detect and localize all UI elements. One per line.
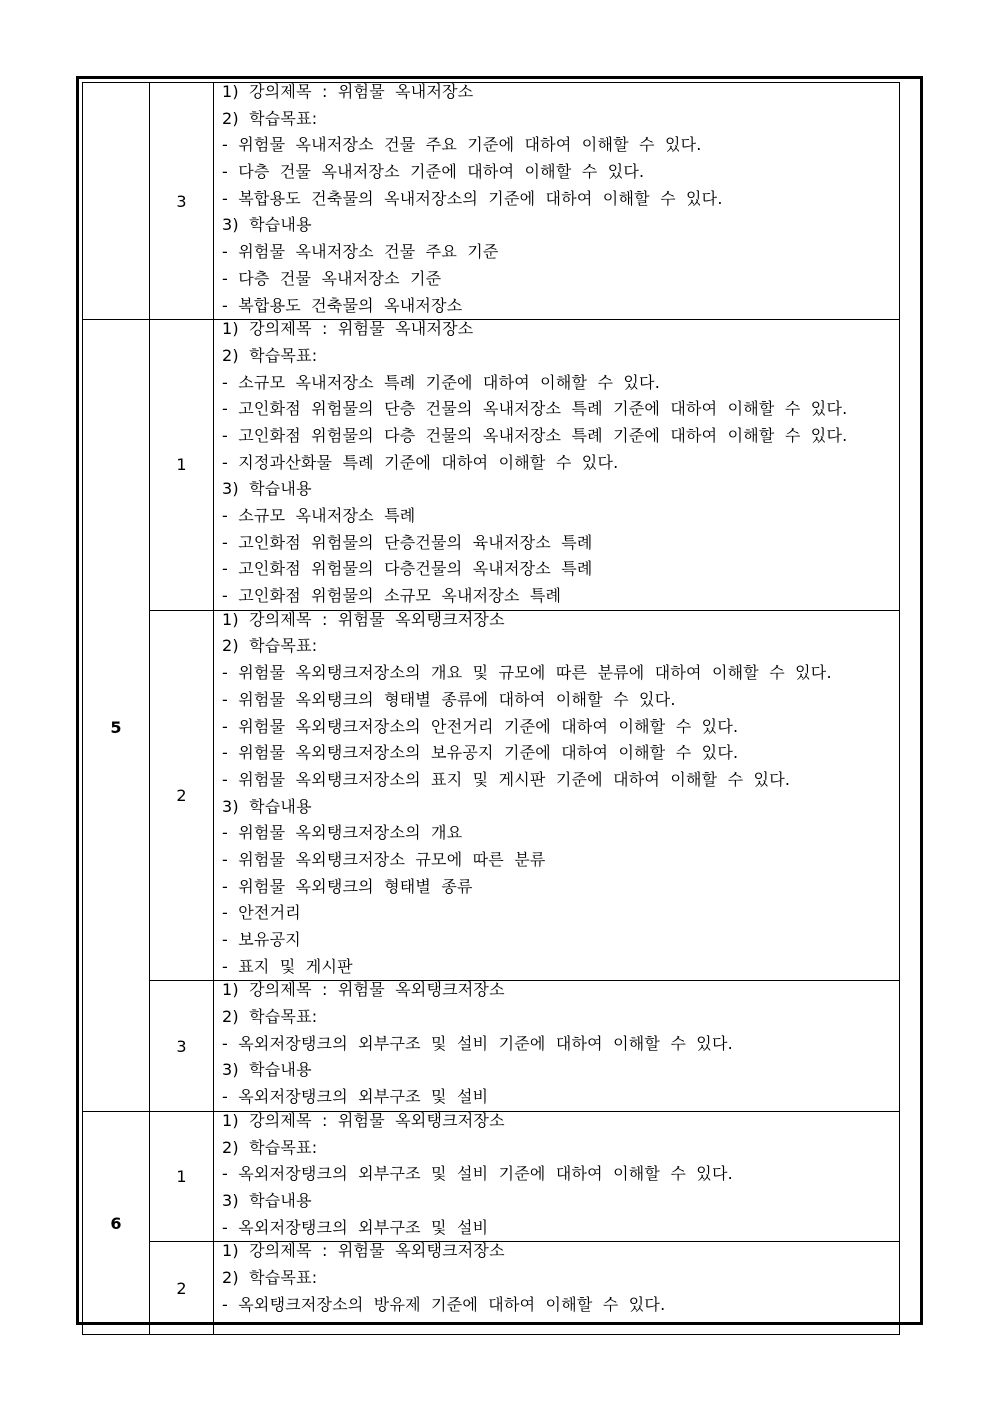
session-cell: 1	[150, 1111, 214, 1241]
content-cell	[214, 320, 900, 611]
content-line: - 위험물 옥외탱크저장소의 개요	[222, 823, 463, 843]
content-line: 3) 학습내용	[222, 1060, 312, 1080]
content-line: 3) 학습내용	[222, 1190, 312, 1210]
content-line: - 옥외저장탱크의 외부구조 및 설비	[222, 1087, 489, 1107]
content-line: - 소규모 옥내저장소 특례	[222, 506, 416, 525]
content-line: - 위험물 옥내저장소 건물 주요 기준	[222, 242, 499, 262]
content-line: - 지정과산화물 특례 기준에 대하여 이해할 수 있다.	[222, 452, 619, 472]
content-line: 2) 학습목표:	[222, 1267, 318, 1287]
content-line: 2) 학습목표:	[222, 345, 318, 365]
content-line: 3) 학습내용	[222, 796, 312, 816]
content-line: 2) 학습목표:	[222, 1007, 318, 1027]
content-line: - 위험물 옥외탱크의 형태별 종류에 대하여 이해할 수 있다.	[222, 689, 676, 709]
content-line: - 위험물 옥외탱크저장소 규모에 따른 분류	[222, 849, 546, 869]
content-line: - 위험물 옥외탱크의 형태별 종류	[222, 876, 473, 896]
content-line: - 소규모 옥내저장소 특례 기준에 대하여 이해할 수 있다.	[222, 372, 660, 392]
content-line: - 옥외탱크저장소의 방유제 기준에 대하여 이해할 수 있다.	[222, 1294, 666, 1314]
content-line: 2) 학습목표:	[222, 108, 318, 128]
table-row	[83, 610, 900, 981]
content-line: - 복합용도 건축물의 옥내저장소의 기준에 대하여 이해할 수 있다.	[222, 188, 723, 208]
content-cell	[214, 1242, 900, 1335]
content-line: - 위험물 옥외탱크저장소의 표지 및 게시판 기준에 대하여 이해할 수 있다.	[222, 769, 791, 789]
table-row	[83, 83, 900, 320]
content-line: - 위험물 옥내저장소 건물 주요 기준에 대하여 이해할 수 있다.	[222, 135, 702, 155]
syllabus-table	[82, 82, 900, 1335]
content-line: - 옥외저장탱크의 외부구조 및 설비 기준에 대하여 이해할 수 있다.	[222, 1033, 733, 1053]
content-line: - 고인화점 위험물의 다층 건물의 옥내저장소 특례 기준에 대하여 이해할 수 있다.	[222, 425, 848, 445]
content-line: 1) 강의제목 : 위험물 옥외탱크저장소	[222, 1110, 505, 1130]
content-line: 3) 학습내용	[222, 479, 312, 499]
content-line: 1) 강의제목 : 위험물 옥외탱크저장소	[222, 1241, 505, 1261]
page-frame	[76, 76, 923, 1325]
content-line: 1) 강의제목 : 위험물 옥내저장소	[222, 82, 474, 101]
content-cell	[214, 83, 900, 320]
content-line: 1) 강의제목 : 위험물 옥내저장소	[222, 319, 474, 339]
table-row	[83, 981, 900, 1111]
content-line: 2) 학습목표:	[222, 636, 318, 656]
content-cell	[214, 610, 900, 981]
content-line: 1) 강의제목 : 위험물 옥외탱크저장소	[222, 980, 505, 1000]
content-cell	[214, 981, 900, 1111]
content-line: 2) 학습목표:	[222, 1137, 318, 1157]
content-line: - 고인화점 위험물의 단층 건물의 옥내저장소 특례 기준에 대하여 이해할 수 있다.	[222, 399, 848, 419]
week-cell: 6	[83, 1111, 150, 1334]
content-line: - 위험물 옥외탱크저장소의 안전거리 기준에 대하여 이해할 수 있다.	[222, 716, 739, 736]
content-line: - 고인화점 위험물의 단층건물의 육내저장소 특례	[222, 532, 593, 552]
week-cell: 5	[83, 320, 150, 1112]
content-line: - 고인화점 위험물의 소규모 옥내저장소 특례	[222, 586, 562, 606]
session-cell: 2	[150, 610, 214, 981]
content-line: - 표지 및 게시판	[222, 956, 353, 976]
content-line: - 안전거리	[222, 903, 301, 923]
session-cell: 1	[150, 320, 214, 611]
content-line: - 옥외저장탱크의 외부구조 및 설비 기준에 대하여 이해할 수 있다.	[222, 1164, 733, 1184]
content-line: 1) 강의제목 : 위험물 옥외탱크저장소	[222, 609, 505, 629]
content-line: 3) 학습내용	[222, 215, 312, 235]
content-line: - 복합용도 건축물의 옥내저장소	[222, 295, 463, 315]
content-line: - 위험물 옥외탱크저장소의 보유공지 기준에 대하여 이해할 수 있다.	[222, 743, 739, 763]
table-row	[83, 1242, 900, 1335]
session-cell: 2	[150, 1242, 214, 1335]
content-line: - 다층 건물 옥내저장소 기준	[222, 268, 442, 288]
session-cell: 3	[150, 83, 214, 320]
content-line: - 옥외저장탱크의 외부구조 및 설비	[222, 1217, 489, 1237]
table-row	[83, 1111, 900, 1241]
session-cell: 3	[150, 981, 214, 1111]
table-row	[83, 320, 900, 611]
week-cell	[83, 83, 150, 320]
content-line: - 위험물 옥외탱크저장소의 개요 및 규모에 따른 분류에 대하여 이해할 수 있다.	[222, 663, 832, 683]
content-line: - 다층 건물 옥내저장소 기준에 대하여 이해할 수 있다.	[222, 162, 645, 182]
content-line: - 보유공지	[222, 930, 301, 949]
content-line: - 고인화점 위험물의 다층건물의 옥내저장소 특례	[222, 559, 593, 579]
content-cell	[214, 1111, 900, 1241]
